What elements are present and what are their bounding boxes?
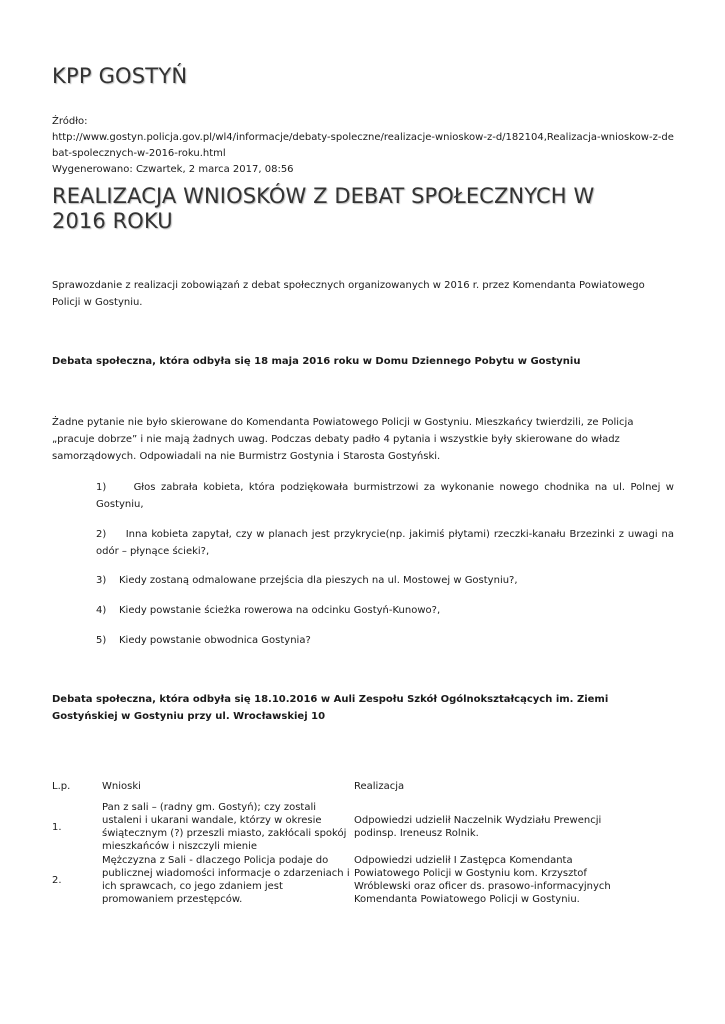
column-header-wnioski: Wnioski [102, 780, 141, 792]
list-item [96, 602, 674, 619]
list-item [96, 526, 674, 560]
cell-lp: 2. [52, 874, 62, 886]
cell-realizacja: Odpowiedzi udzielił I Zastępca Komendanta Powiatowego Policji w Gostyniu kom. Krzysztof Wróblewski oraz oficer ds. prasowo-informacyjnych Komendanta Powiatowego Policji w Gostyniu. [354, 855, 611, 905]
list-item-number: 4) [96, 605, 107, 616]
debate-1-body: Żadne pytanie nie było skierowane do Komendanta Powiatowego Policji w Gostyniu. Mieszkańcy twierdzili, ze Policja „pracuje dobrze” i nie mają żadnych uwag. Podczas debaty padło 4 pytania i wszystkie były skierowane do władz samorządowych. Odpowiadali na nie Burmistrz Gostynia i Starosta Gostyński. [52, 417, 634, 462]
list-item-number: 2) [96, 529, 107, 540]
generated-date: Wygenerowano: Czwartek, 2 marca 2017, 08:56 [52, 164, 294, 175]
list-item-text: Kiedy zostaną odmalowane przejścia dla pieszych na ul. Mostowej w Gostyniu?, [118, 575, 518, 586]
site-title: KPP GOSTYŃ [52, 64, 188, 88]
source-label: Źródło: [52, 116, 88, 127]
results-table [52, 771, 612, 907]
cell-wniosek: Mężczyzna z Sali - dlaczego Policja podaje do publicznej wiadomości informacje o zdarzeniach i ich sprawcach, co jego zdaniem jest promowaniem przestępców. [102, 855, 350, 905]
list-item [96, 632, 674, 649]
article-title: REALIZACJA WNIOSKÓW Z DEBAT SPOŁECZNYCH W 2016 ROKU [52, 184, 595, 233]
list-item-text: Kiedy powstanie obwodnica Gostynia? [118, 635, 311, 646]
list-item-text: Inna kobieta zapytał, czy w planach jest przykrycie(np. jakimiś płytami) rzeczki-kanału Brzezinki z uwagi na odór – płynące ścieki?, [96, 529, 674, 557]
intro-paragraph: Sprawozdanie z realizacji zobowiązań z debat społecznych organizowanych w 2016 r. przez Komendanta Powiatowego Policji w Gostyniu. [52, 280, 645, 308]
cell-realizacja: Odpowiedzi udzielił Naczelnik Wydziału Prewencji podinsp. Ireneusz Rolnik. [354, 815, 602, 839]
table-row [52, 854, 612, 907]
source-url-line-2[interactable]: bat-spolecznych-w-2016-roku.html [52, 148, 226, 159]
list-item-number: 5) [96, 635, 107, 646]
list-item-text: Głos zabrała kobieta, która podziękowała burmistrzowi za wykonanie nowego chodnika na ul. Polnej w Gostyniu, [96, 482, 674, 510]
list-item [96, 572, 674, 589]
debate-1-heading: Debata społeczna, która odbyła się 18 maja 2016 roku w Domu Dziennego Pobytu w Gostyniu [52, 356, 581, 367]
cell-lp: 1. [52, 821, 62, 833]
source-metadata [52, 114, 674, 178]
list-item-number: 3) [96, 575, 107, 586]
table-header-row [52, 771, 612, 801]
list-item [96, 479, 674, 513]
debate-2-heading: Debata społeczna, która odbyła się 18.10.2016 w Auli Zespołu Szkół Ogólnokształcących im. Ziemi Gostyńskiej w Gostyniu przy ul. Wrocławskiej 10 [52, 694, 609, 722]
source-url-line-1[interactable]: http://www.gostyn.policja.gov.pl/wl4/informacje/debaty-spoleczne/realizacje-wnioskow-z-d/182104,Realizacja-wnioskow-z-de [52, 132, 674, 143]
list-item-number: 1) [96, 482, 107, 493]
table-row [52, 801, 612, 854]
list-item-text: Kiedy powstanie ścieżka rowerowa na odcinku Gostyń-Kunowo?, [118, 605, 441, 616]
column-header-lp: L.p. [52, 780, 71, 792]
column-header-realizacja: Realizacja [354, 780, 405, 792]
cell-wniosek: Pan z sali – (radny gm. Gostyń); czy zostali ustaleni i ukarani wandale, którzy w okresie świątecznym (?) przeszli miasto, zakłócali spokój mieszkańców i niszczyli mienie [102, 802, 347, 852]
